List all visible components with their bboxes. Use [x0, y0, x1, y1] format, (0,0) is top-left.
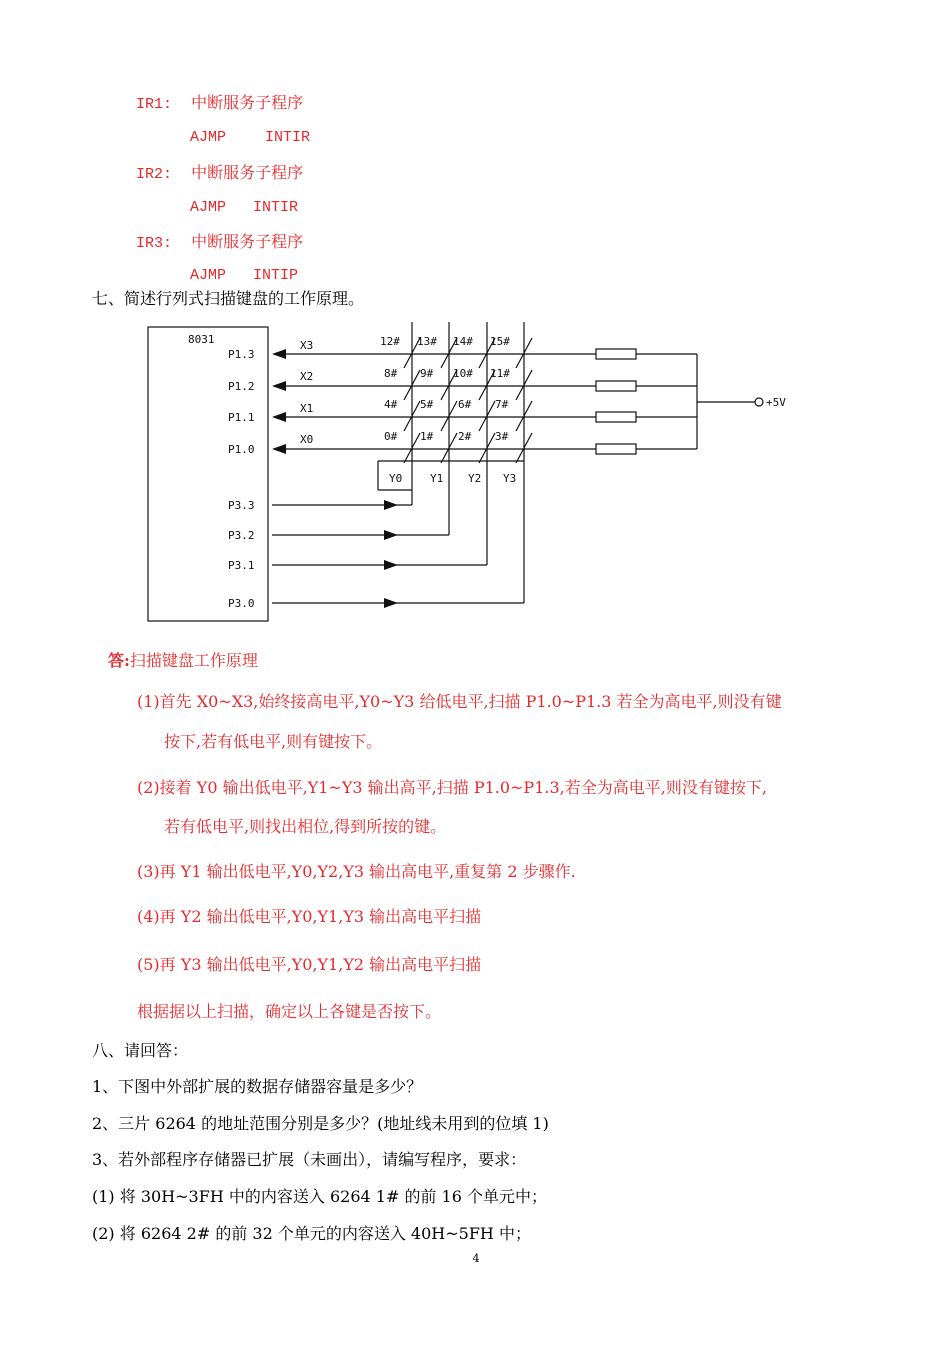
code-text: 中断服务子程序	[191, 163, 304, 182]
supply-terminal	[755, 398, 763, 406]
resistor	[596, 381, 636, 391]
code-instr: AJMP	[190, 199, 227, 216]
question-8-item-5: (2) 将 6264 2# 的前 32 个单元的内容送入 40H~5FH 中；	[92, 1224, 531, 1243]
chip-outline	[148, 327, 268, 621]
answer-label: 答:	[108, 651, 130, 670]
key-label: 14#	[453, 335, 473, 348]
col-label-y2: Y2	[468, 472, 482, 485]
step-1-line-1: (1)首先 X0~X3,始终接高电平,Y0~Y3 给低电平,扫描 P1.0~P1.3 若全为高电平,则没有键	[137, 692, 782, 711]
key-label: 7#	[495, 398, 509, 411]
supply-label: +5V	[766, 396, 786, 409]
code-instr: AJMP	[190, 129, 227, 146]
key-label: 0#	[384, 430, 398, 443]
code-arg: INTIP	[253, 267, 299, 284]
key-label: 3#	[495, 430, 509, 443]
step-3: (3)再 Y1 输出低电平,Y0,Y2,Y3 输出高电平,重复第 2 步骤作.	[137, 862, 576, 881]
arrow-in-p10	[272, 444, 286, 454]
row-label-x2: X2	[300, 370, 314, 383]
answer-title: 扫描键盘工作原理	[129, 651, 258, 670]
port-in-p11: P1.1	[228, 411, 255, 424]
key-label: 11#	[490, 367, 510, 380]
arrow-out-p32	[384, 530, 398, 540]
question-8-item-1: 1、下图中外部扩展的数据存储器容量是多少？	[92, 1077, 423, 1096]
resistor	[596, 349, 636, 359]
resistor	[596, 444, 636, 454]
arrow-in-p13	[272, 349, 286, 359]
answer-heading	[108, 651, 258, 671]
key-label: 5#	[420, 398, 434, 411]
port-in-p10: P1.0	[228, 443, 255, 456]
key-label: 15#	[490, 335, 510, 348]
answer-conclusion: 根据据以上扫描，确定以上各键是否按下。	[137, 1002, 442, 1021]
code-instr: AJMP	[190, 267, 227, 284]
arrow-in-p11	[272, 412, 286, 422]
key-label: 1#	[420, 430, 434, 443]
step-2-line-2: 若有低电平,则找出相位,得到所按的键。	[164, 817, 447, 836]
col-label-y0: Y0	[389, 472, 403, 485]
port-in-p12: P1.2	[228, 380, 255, 393]
code-text: 中断服务子程序	[191, 232, 304, 251]
key-label: 9#	[420, 367, 434, 380]
arrow-out-p31	[384, 560, 398, 570]
arrow-in-p12	[272, 381, 286, 391]
code-text: 中断服务子程序	[191, 93, 304, 112]
step-2-line-1: (2)接着 Y0 输出低电平,Y1~Y3 输出高平,扫描 P1.0~P1.3,若全为高电平,则没有键按下,	[137, 778, 767, 797]
code-label: IR3:	[136, 235, 173, 252]
arrow-out-p33	[384, 500, 398, 510]
question-8-item-2: 2、三片 6264 的地址范围分别是多少？(地址线未用到的位填 1)	[92, 1114, 549, 1133]
row-label-x1: X1	[300, 402, 314, 415]
chip-label: 8031	[188, 333, 215, 346]
col-label-y1: Y1	[430, 472, 444, 485]
resistor	[596, 412, 636, 422]
question-7: 七、简述行列式扫描键盘的工作原理。	[92, 289, 365, 308]
port-in-p13: P1.3	[228, 348, 255, 361]
code-arg: INTIR	[253, 199, 299, 216]
question-8-item-3: 3、若外部程序存储器已扩展（未画出），请编写程序，要求：	[92, 1150, 527, 1169]
key-label: 6#	[458, 398, 472, 411]
keyboard-circuit-diagram	[0, 0, 952, 640]
question-8-title: 八、请回答：	[92, 1041, 189, 1060]
step-5: (5)再 Y3 输出低电平,Y0,Y1,Y2 输出高电平扫描	[137, 955, 482, 974]
question-8-item-4: (1) 将 30H~3FH 中的内容送入 6264 1# 的前 16 个单元中；	[92, 1187, 547, 1206]
key-label: 8#	[384, 367, 398, 380]
port-out-p32: P3.2	[228, 529, 255, 542]
port-out-p33: P3.3	[228, 499, 255, 512]
key-label: 4#	[384, 398, 398, 411]
key-label: 13#	[417, 335, 437, 348]
port-out-p30: P3.0	[228, 597, 255, 610]
code-label: IR1:	[136, 96, 173, 113]
key-label: 12#	[380, 335, 400, 348]
col-label-y3: Y3	[503, 472, 517, 485]
row-label-x0: X0	[300, 433, 314, 446]
port-out-p31: P3.1	[228, 559, 255, 572]
page-number: 4	[472, 1252, 480, 1265]
step-1-line-2: 按下,若有低电平,则有键按下。	[164, 732, 383, 751]
row-label-x3: X3	[300, 339, 314, 352]
key-label: 10#	[453, 367, 473, 380]
code-label: IR2:	[136, 166, 173, 183]
key-label: 2#	[458, 430, 472, 443]
code-arg: INTIR	[265, 129, 311, 146]
step-4: (4)再 Y2 输出低电平,Y0,Y1,Y3 输出高电平扫描	[137, 907, 482, 926]
arrow-out-p30	[384, 598, 398, 608]
